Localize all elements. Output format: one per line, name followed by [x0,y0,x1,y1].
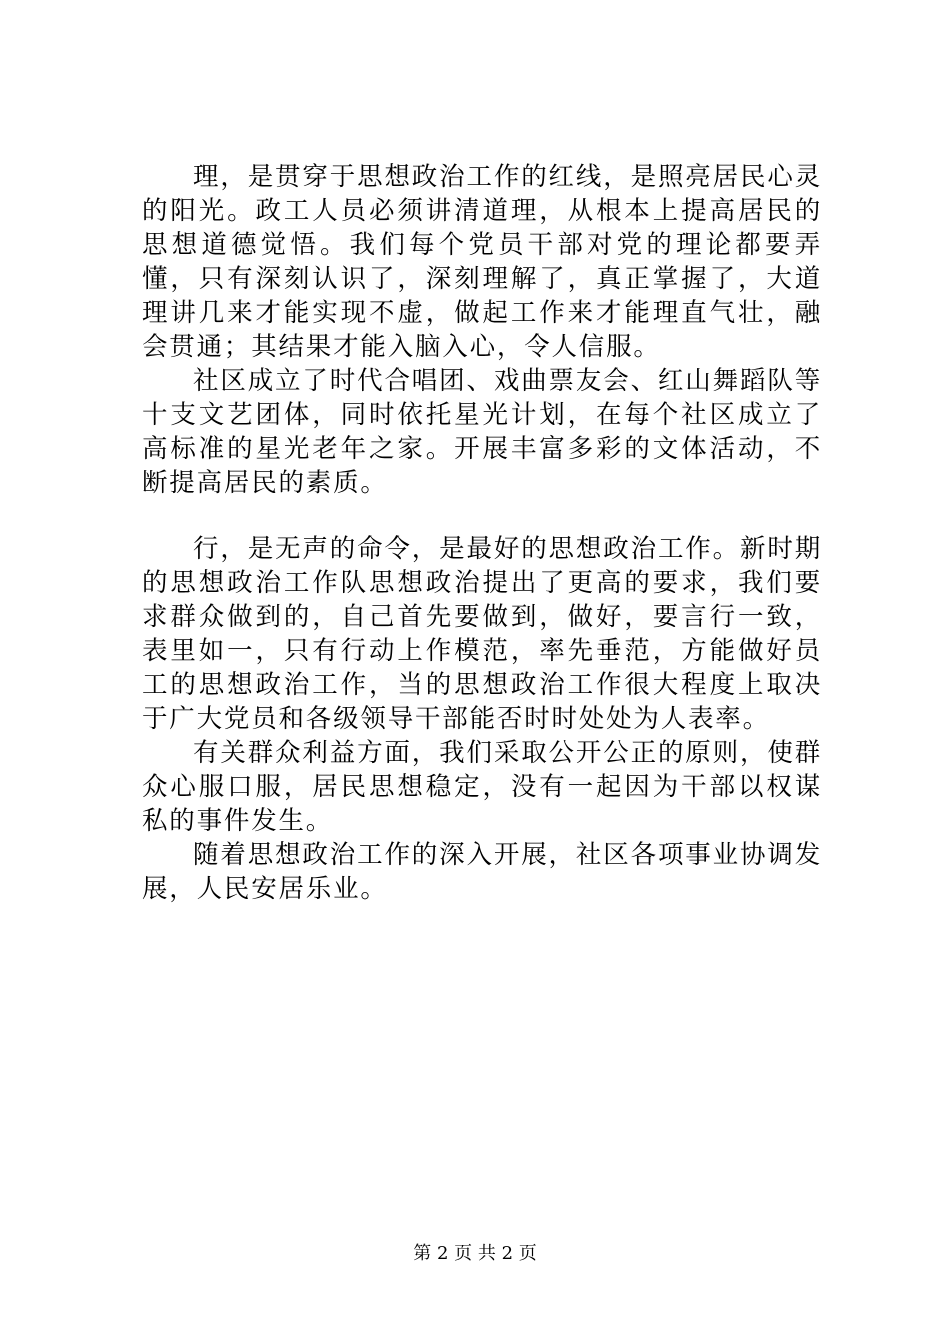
paragraph-conclusion: 随着思想政治工作的深入开展，社区各项事业协调发展，人民安居乐业。 [142,840,822,904]
paragraph-gap [142,500,822,532]
paragraph-action: 行，是无声的命令，是最好的思想政治工作。新时期的思想政治工作队思想政治提出了更高的要求，我们要求群众做到的，自己首先要做到，做好，要言行一致，表里如一，只有行动上作模范，率先垂范，方能做好员工的思想政治工作，当的思想政治工作很大程度上取决于广大党员和各级领导干部能否时时处处为人表率。 [142,534,822,734]
page-number-footer: 第 2 页 共 2 页 [413,1243,537,1264]
document-body [142,160,822,906]
paragraph-arts-groups: 社区成立了时代合唱团、戏曲票友会、红山舞蹈队等十支文艺团体，同时依托星光计划，在每个社区成立了高标准的星光老年之家。开展丰富多彩的文体活动，不断提高居民的素质。 [142,366,822,498]
paragraph-public-interest: 有关群众利益方面，我们采取公开公正的原则，使群众心服口服，居民思想稳定，没有一起因为干部以权谋私的事件发生。 [142,738,822,836]
paragraph-reasoning: 理，是贯穿于思想政治工作的红线，是照亮居民心灵的阳光。政工人员必须讲清道理，从根本上提高居民的思想道德觉悟。我们每个党员干部对党的理论都要弄懂，只有深刻认识了，深刻理解了，真正掌握了，大道理讲几来才能实现不虚，做起工作来才能理直气壮，融会贯通；其结果才能入脑入心，令人信服。 [142,162,822,362]
